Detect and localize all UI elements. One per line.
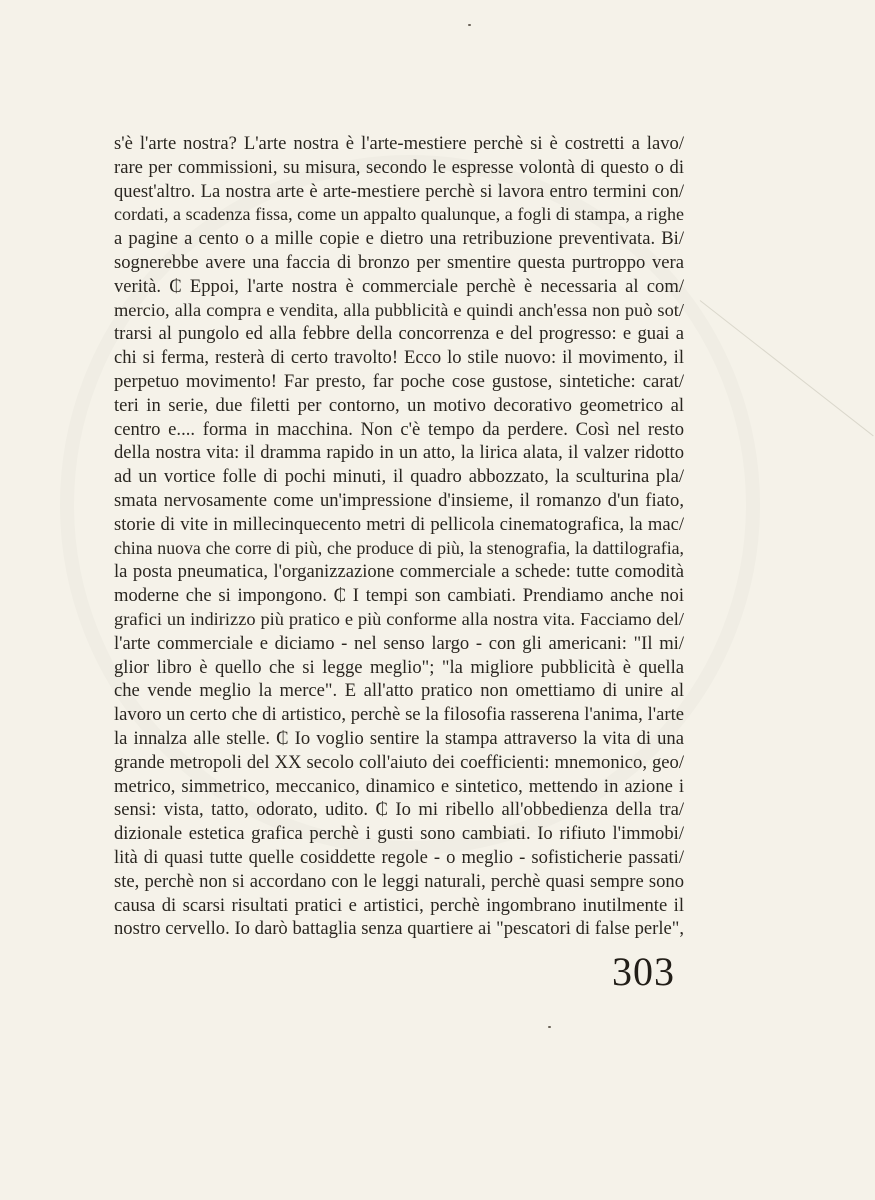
text-line: rare per commissioni, su misura, secondo le espresse volontà di questo o di — [114, 156, 684, 178]
watermark-line — [700, 300, 874, 436]
text-line: smata nervosamente come un'impressione d'insieme, il romanzo d'un fiato, — [114, 489, 684, 511]
text-line: dizionale estetica grafica perchè i gusti sono cambiati. Io rifiuto l'immobi/ — [114, 823, 684, 845]
text-line: glior libro è quello che si legge meglio"; "la migliore pubblicità è quella — [114, 656, 684, 678]
text-line: cordati, a scadenza fissa, come un appalto qualunque, a fogli di stampa, a righe — [114, 204, 684, 225]
text-line: sognerebbe avere una faccia di bronzo per smentire questa purtroppo vera — [114, 251, 684, 273]
text-line: causa di scarsi risultati pratici e artistici, perchè ingombrano inutilmente il — [114, 894, 684, 916]
text-line: che vende meglio la merce". E all'atto pratico non omettiamo di unire al — [114, 680, 684, 702]
text-line: trarsi al pungolo ed alla febbre della concorrenza e del progresso: e guai a — [114, 323, 684, 345]
text-line: verità. ₵ Eppoi, l'arte nostra è commerciale perchè è necessaria al com/ — [114, 275, 684, 297]
text-line: la innalza alle stelle. ₵ Io voglio sentire la stampa attraverso la vita di una — [114, 727, 684, 749]
text-line: centro e.... forma in macchina. Non c'è tempo da perdere. Così nel resto — [114, 418, 684, 440]
text-line: chi si ferma, resterà di certo travolto! Ecco lo stile nuovo: il movimento, il — [114, 347, 684, 369]
text-line: teri in serie, due filetti per contorno, un motivo decorativo geometrico al — [114, 394, 684, 416]
paper-speck — [468, 24, 471, 26]
text-line: mercio, alla compra e vendita, alla pubblicità e quindi anch'essa non può sot/ — [114, 299, 684, 320]
text-line: metrico, simmetrico, meccanico, dinamico e sintetico, mettendo in azione i — [114, 775, 684, 797]
page-number: 303 — [612, 949, 675, 994]
text-line: quest'altro. La nostra arte è arte-mestiere perchè si lavora entro termini con/ — [114, 180, 684, 202]
text-line: nostro cervello. Io darò battaglia senza quartiere ai "pescatori di false perle", — [114, 918, 684, 940]
text-line: sensi: vista, tatto, odorato, udito. ₵ Io mi ribello all'obbedienza della tra/ — [114, 799, 684, 821]
text-line: grafici un indirizzo più pratico e più conforme alla nostra vita. Facciamo del/ — [114, 608, 684, 629]
text-line: l'arte commerciale e diciamo - nel senso largo - con gli americani: "Il mi/ — [114, 632, 684, 654]
text-line: china nuova che corre di più, che produce di più, la stenografia, la dattilografia, — [114, 537, 684, 558]
paper-speck — [548, 1026, 551, 1028]
text-line: storie di vite in millecinquecento metri di pellicola cinematografica, la mac/ — [114, 513, 684, 535]
text-line: grande metropoli del XX secolo coll'aiuto dei coefficienti: mnemonico, geo/ — [114, 751, 684, 773]
text-line: lavoro un certo che di artistico, perchè se la filosofia rasserena l'anima, l'arte — [114, 704, 684, 726]
text-line: ste, perchè non si accordano con le leggi naturali, perchè quasi sempre sono — [114, 870, 684, 892]
text-line: lità di quasi tutte quelle cosiddette regole - o meglio - sofisticherie passati/ — [114, 846, 684, 868]
text-line: della nostra vita: il dramma rapido in un atto, la lirica alata, il valzer ridotto — [114, 442, 684, 464]
text-line: ad un vortice folle di pochi minuti, il quadro abbozzato, la sculturina pla/ — [114, 466, 684, 488]
text-line: perpetuo movimento! Far presto, far poche cose gustose, sintetiche: carat/ — [114, 370, 684, 392]
text-line: s'è l'arte nostra? L'arte nostra è l'arte-mestiere perchè si è costretti a lavo/ — [114, 133, 684, 154]
text-line: a pagine a cento o a mille copie e dietro una retribuzione preventivata. Bi/ — [114, 228, 684, 250]
text-line: moderne che si impongono. ₵ I tempi son cambiati. Prendiamo anche noi — [114, 585, 684, 607]
text-line: la posta pneumatica, l'organizzazione commerciale a schede: tutte comodità — [114, 561, 684, 583]
body-text — [114, 132, 684, 941]
